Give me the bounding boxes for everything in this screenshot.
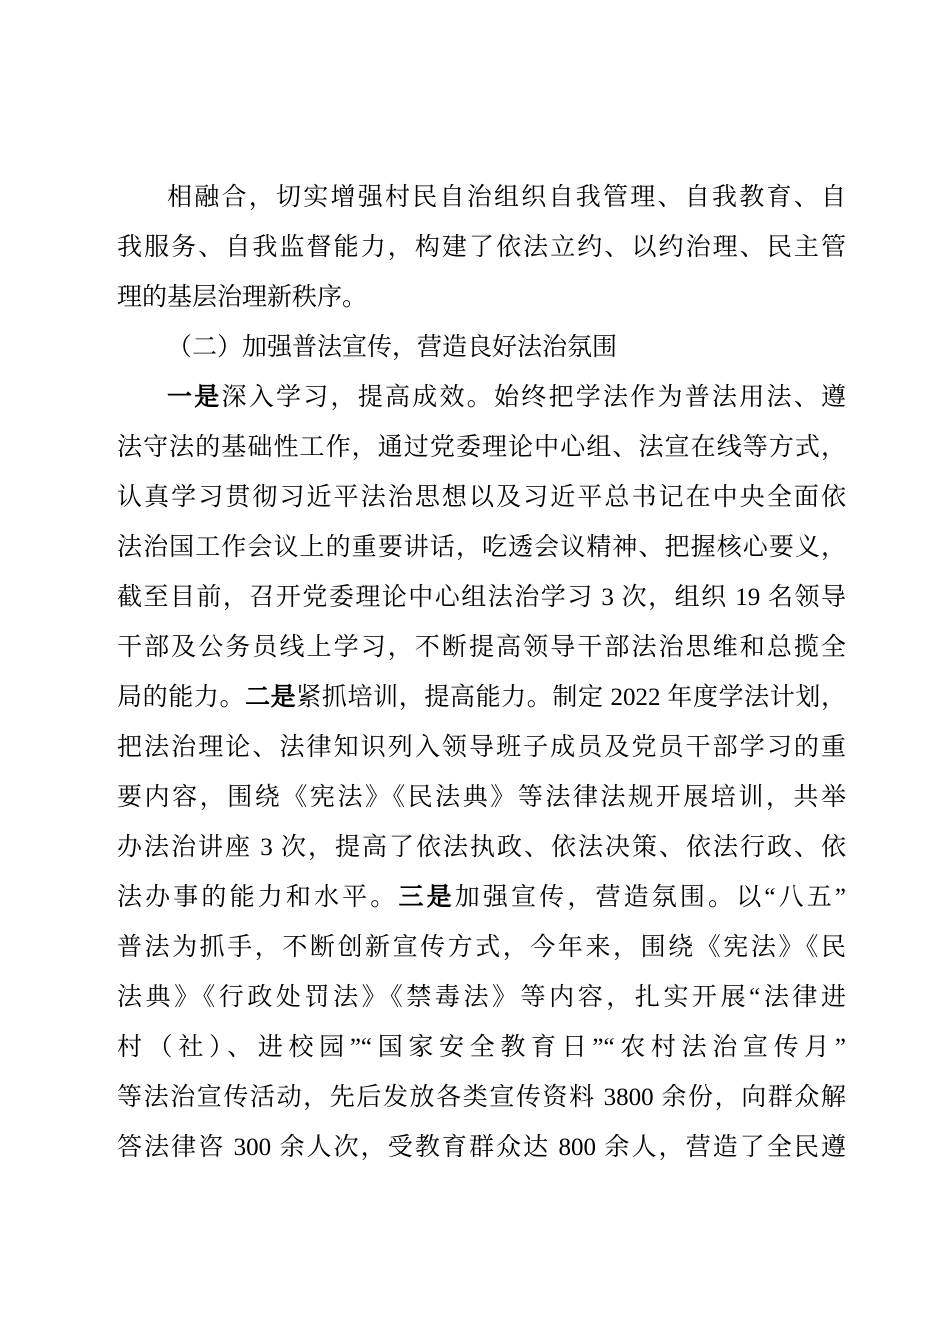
bold-text-run: 三是: [398, 884, 455, 911]
text-line: [117, 723, 846, 773]
text-run: 我服务、自我监督能力，构建了依法立约、以约治理、民主管: [117, 234, 846, 261]
text-line: [117, 823, 846, 873]
document-text-block: [117, 173, 846, 1173]
text-run: 法守法的基础性工作，通过党委理论中心组、法宣在线等方式，: [117, 434, 846, 461]
text-line: [117, 523, 846, 573]
text-run: 等法治宣传活动，先后发放各类宣传资料 3800 余份，向群众解: [117, 1084, 846, 1111]
text-run: 理的基层治理新秩序。: [117, 284, 368, 311]
text-run: 局的能力。: [117, 684, 246, 711]
text-run: 深入学习，提高成效。始终把学法作为普法用法、遵: [221, 384, 846, 411]
text-run: （二）加强普法宣传，营造良好法治氛围: [167, 334, 618, 361]
text-line: [117, 273, 846, 323]
text-line: [117, 323, 846, 373]
text-run: 法典》《行政处罚法》《禁毒法》等内容，扎实开展“法律进: [117, 984, 846, 1011]
text-run: 村（社）、进校园”“国家安全教育日”“农村法治宣传月”: [117, 1034, 846, 1061]
bold-text-run: 一是: [167, 384, 222, 411]
text-run: 截至目前，召开党委理论中心组法治学习 3 次，组织 19 名领导: [117, 584, 846, 611]
text-run: 办法治讲座 3 次，提高了依法执政、依法决策、依法行政、依: [117, 834, 846, 861]
text-line: [117, 173, 846, 223]
text-run: 把法治理论、法律知识列入领导班子成员及党员干部学习的重: [117, 734, 846, 761]
bold-text-run: 二是: [245, 684, 297, 711]
text-run: 紧抓培训，提高能力。制定 2022 年度学法计划，: [296, 684, 846, 711]
text-line: [117, 223, 846, 273]
text-run: 普法为抓手，不断创新宣传方式，今年来，围绕《宪法》《民: [117, 934, 846, 961]
text-line: [117, 423, 846, 473]
text-line: [117, 873, 846, 923]
text-run: 法办事的能力和水平。: [117, 884, 399, 911]
text-line: [117, 1023, 846, 1073]
text-run: 要内容，围绕《宪法》《民法典》等法律法规开展培训，共举: [117, 784, 846, 811]
text-line: [117, 973, 846, 1023]
text-line: [117, 773, 846, 823]
text-run: 加强宣传，营造氛围。以“八五”: [454, 884, 846, 911]
text-line: [117, 673, 846, 723]
text-line: [117, 1123, 846, 1173]
text-line: [117, 473, 846, 523]
text-run: 相融合，切实增强村民自治组织自我管理、自我教育、自: [167, 184, 846, 211]
text-line: [117, 623, 846, 673]
text-line: [117, 1073, 846, 1123]
text-line: [117, 373, 846, 423]
text-line: [117, 923, 846, 973]
text-line: [117, 573, 846, 623]
text-run: 答法律咨 300 余人次，受教育群众达 800 余人，营造了全民遵: [117, 1134, 846, 1161]
text-run: 法治国工作会议上的重要讲话，吃透会议精神、把握核心要义，: [117, 534, 846, 561]
text-run: 认真学习贯彻习近平法治思想以及习近平总书记在中央全面依: [117, 484, 846, 511]
text-run: 干部及公务员线上学习，不断提高领导干部法治思维和总揽全: [117, 634, 846, 661]
